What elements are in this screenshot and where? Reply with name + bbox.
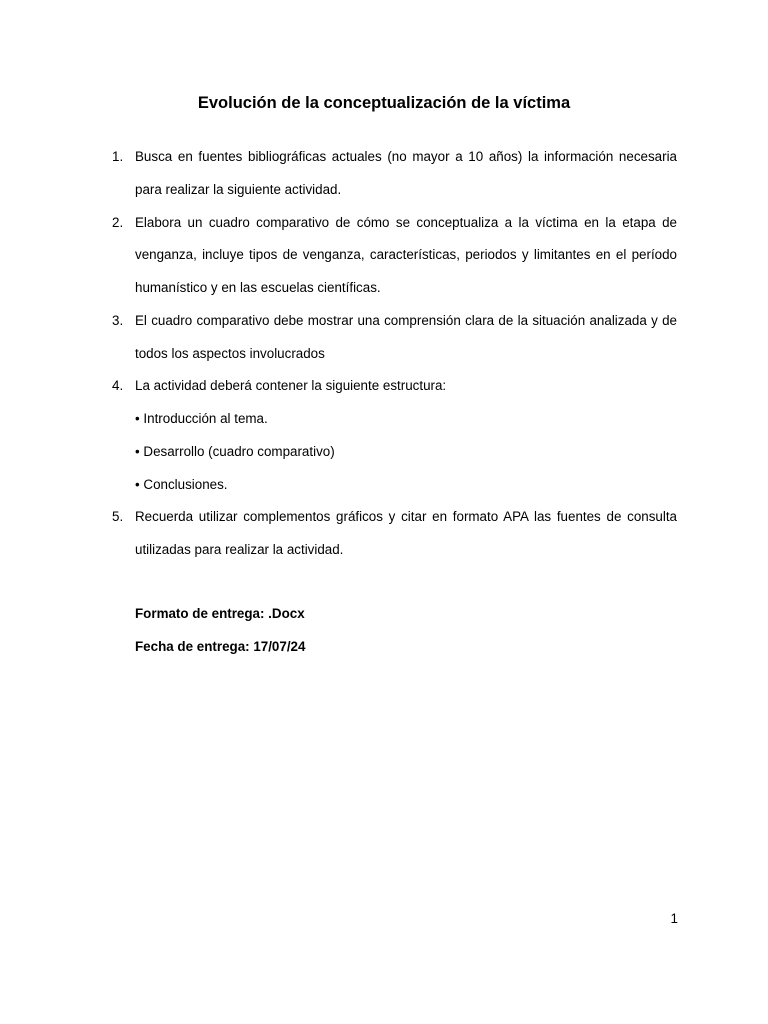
list-item-text: Busca en fuentes bibliográficas actuales (no mayor a 10 años) la información necesaria para realizar la siguiente actividad. bbox=[135, 149, 677, 197]
list-item bbox=[108, 501, 677, 567]
list-item-text: La actividad deberá contener la siguiente estructura: bbox=[135, 378, 447, 394]
list-item-text: El cuadro comparativo debe mostrar una comprensión clara de la situación analizada y de todos los aspectos involucrados bbox=[135, 312, 677, 361]
delivery-format: Formato de entrega: .Docx bbox=[135, 606, 305, 621]
document-title: Evolución de la conceptualización de la víctima bbox=[197, 94, 571, 112]
page-number: 1 bbox=[670, 911, 678, 926]
list-item-number: 3. bbox=[112, 312, 124, 328]
list-item bbox=[108, 141, 677, 207]
list-item bbox=[108, 370, 677, 403]
list-item-text: Elabora un cuadro comparativo de cómo se conceptualiza a la víctima en la etapa de venganza, incluye tipos de venganza, características, periodos y limitantes en el período humanístico y en las escuelas científicas. bbox=[135, 214, 677, 295]
list-item-number: 4. bbox=[112, 378, 124, 394]
list-item bbox=[108, 305, 677, 371]
list-item-number: 5. bbox=[112, 509, 124, 525]
structure-item-introduction: • Introducción al tema. bbox=[135, 411, 268, 426]
structure-item-conclusions: • Conclusiones. bbox=[135, 476, 228, 492]
instruction-list bbox=[108, 141, 677, 567]
list-item-text: Recuerda utilizar complementos gráficos y citar en formato APA las fuentes de consulta utilizadas para realizar la actividad. bbox=[135, 509, 677, 557]
structure-item-development: • Desarrollo (cuadro comparativo) bbox=[135, 443, 335, 459]
delivery-date: Fecha de entrega: 17/07/24 bbox=[135, 639, 306, 654]
list-item-number: 1. bbox=[112, 149, 124, 164]
list-item bbox=[108, 207, 677, 305]
list-item-number: 2. bbox=[112, 214, 124, 230]
